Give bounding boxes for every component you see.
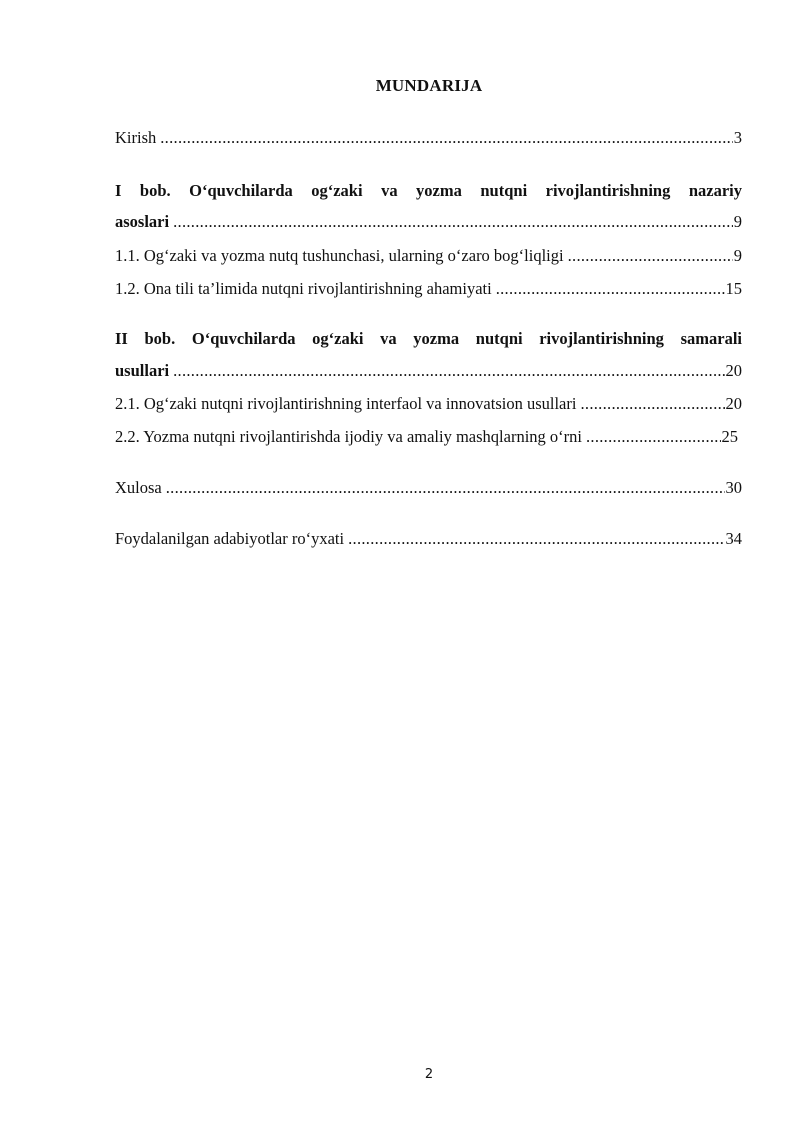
toc-entry-conclusion[interactable] (115, 477, 742, 499)
toc-entry-chapter-2[interactable] (115, 360, 742, 382)
toc-entry-label: Kirish (115, 128, 157, 147)
toc-entry-page: 20 (725, 361, 742, 380)
toc-entry-chapter-1[interactable] (115, 211, 742, 233)
toc-entry-section-1-1[interactable] (115, 245, 742, 267)
dot-leader (568, 245, 733, 267)
toc-entry-label: Xulosa (115, 478, 162, 497)
page-number: 2 (424, 1067, 434, 1082)
toc-entry-page: 20 (725, 394, 742, 413)
toc-entry-section-2-2[interactable] (115, 426, 738, 448)
toc-entry-page: 9 (733, 212, 742, 231)
toc-entry-label: Foydalanilgan adabiyotlar ro‘yxati (115, 529, 345, 548)
toc-entry-page: 9 (733, 246, 742, 265)
toc-entry-section-2-1[interactable] (115, 393, 742, 415)
dot-leader (496, 278, 725, 300)
toc-chapter-1-heading[interactable]: I bob. O‘quvchilarda og‘zaki va yozma nutqni rivojlantirishning nazariy (115, 181, 742, 200)
dot-leader (586, 426, 721, 448)
toc-entry-label: 1.2. Ona tili ta’limida nutqni rivojlantirishning ahamiyati (115, 279, 492, 298)
toc-entry-page: 25 (721, 427, 738, 446)
toc-chapter-2-heading[interactable]: II bob. O‘quvchilarda og‘zaki va yozma nutqni rivojlantirishning samarali (115, 329, 742, 348)
dot-leader (166, 477, 725, 499)
toc-entry-label: usullari (115, 361, 170, 380)
dot-leader (173, 211, 733, 233)
toc-entry-intro[interactable] (115, 127, 742, 149)
dot-leader (348, 528, 724, 550)
toc-entry-references[interactable] (115, 528, 742, 550)
toc-entry-section-1-2[interactable] (115, 278, 742, 300)
dot-leader (173, 360, 724, 382)
toc-entry-label: 2.1. Og‘zaki nutqni rivojlantirishning interfaol va innovatsion usullari (115, 394, 577, 413)
toc-entry-page: 34 (725, 529, 742, 548)
toc-entry-page: 30 (725, 478, 742, 497)
toc-entry-page: 15 (725, 279, 742, 298)
toc-entry-page: 3 (733, 128, 742, 147)
toc-entry-label: 2.2. Yozma nutqni rivojlantirishda ijodiy va amaliy mashqlarning o‘rni (115, 427, 582, 446)
dot-leader (580, 393, 724, 415)
toc-title: MUNDARIJA (375, 76, 483, 95)
dot-leader (160, 127, 733, 149)
toc-entry-label: 1.1. Og‘zaki va yozma nutq tushunchasi, ularning o‘zaro bog‘liqligi (115, 246, 564, 265)
toc-entry-label: asoslari (115, 212, 170, 231)
